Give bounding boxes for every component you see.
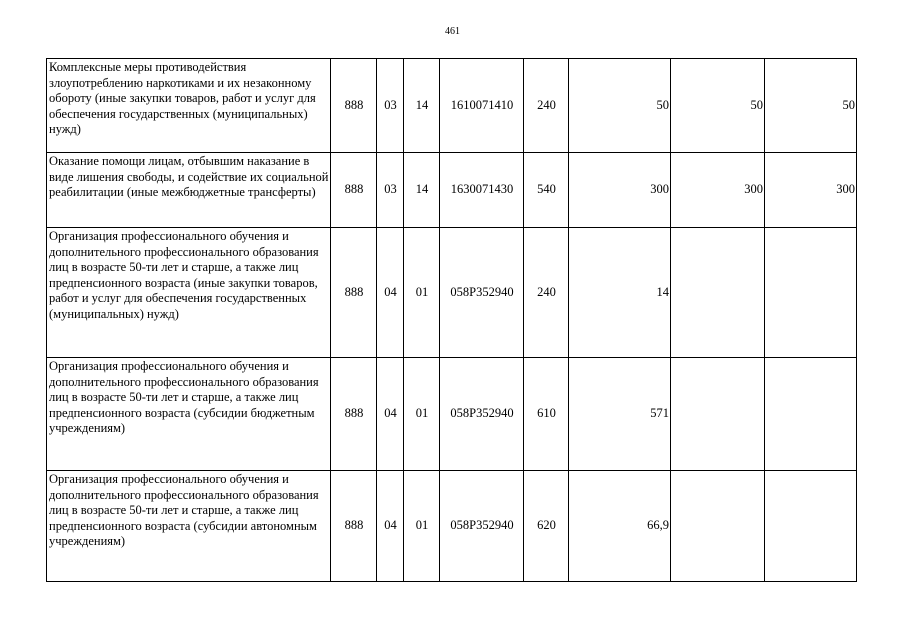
cell-expense-type: 240 (524, 59, 569, 153)
cell-target-article: 1610071410 (440, 59, 524, 153)
cell-amount-1: 50 (569, 59, 671, 153)
cell-target-article: 1630071430 (440, 153, 524, 228)
cell-amount-1: 300 (569, 153, 671, 228)
cell-ministry: 888 (331, 153, 377, 228)
cell-subsection: 01 (404, 471, 440, 582)
cell-amount-3 (765, 471, 857, 582)
cell-amount-3 (765, 228, 857, 358)
cell-expense-type: 620 (524, 471, 569, 582)
cell-amount-3 (765, 358, 857, 471)
cell-section: 04 (377, 471, 404, 582)
cell-description: Оказание помощи лицам, отбывшим наказание в виде лишения свободы, и содействие их социальной реабилитации (иные межбюджетные трансферты) (47, 153, 331, 228)
cell-subsection: 14 (404, 59, 440, 153)
cell-description: Организация профессионального обучения и дополнительного профессионального образования лиц в возрасте 50-ти лет и старше, а также лиц предпенсионного возраста (субсидии бюджетным учреждениям) (47, 358, 331, 471)
cell-description: Организация профессионального обучения и дополнительного профессионального образования лиц в возрасте 50-ти лет и старше, а также лиц предпенсионного возраста (субсидии автономным учреждениям) (47, 471, 331, 582)
cell-target-article: 058P352940 (440, 471, 524, 582)
cell-expense-type: 240 (524, 228, 569, 358)
cell-ministry: 888 (331, 471, 377, 582)
cell-description: Комплексные меры противодействия злоупотреблению наркотиками и их незаконному обороту (иные закупки товаров, работ и услуг для обеспечения государственных (муниципальных) нужд) (47, 59, 331, 153)
cell-amount-2: 50 (671, 59, 765, 153)
cell-amount-1: 14 (569, 228, 671, 358)
cell-amount-3: 50 (765, 59, 857, 153)
cell-amount-2 (671, 471, 765, 582)
table-row (47, 59, 857, 153)
cell-subsection: 01 (404, 358, 440, 471)
cell-expense-type: 540 (524, 153, 569, 228)
cell-section: 04 (377, 358, 404, 471)
cell-section: 03 (377, 153, 404, 228)
cell-ministry: 888 (331, 59, 377, 153)
cell-amount-1: 571 (569, 358, 671, 471)
cell-description: Организация профессионального обучения и дополнительного профессионального образования лиц в возрасте 50-ти лет и старше, а также лиц предпенсионного возраста (иные закупки товаров, работ и услуг для обеспечения государственных (муниципальных) нужд) (47, 228, 331, 358)
cell-ministry: 888 (331, 358, 377, 471)
cell-subsection: 14 (404, 153, 440, 228)
cell-expense-type: 610 (524, 358, 569, 471)
table-row (47, 471, 857, 582)
table-row (47, 228, 857, 358)
budget-table (46, 58, 857, 582)
cell-subsection: 01 (404, 228, 440, 358)
cell-target-article: 058P352940 (440, 358, 524, 471)
cell-amount-2 (671, 358, 765, 471)
cell-amount-2 (671, 228, 765, 358)
table-row (47, 358, 857, 471)
cell-amount-1: 66,9 (569, 471, 671, 582)
cell-amount-3: 300 (765, 153, 857, 228)
cell-section: 03 (377, 59, 404, 153)
table-row (47, 153, 857, 228)
cell-ministry: 888 (331, 228, 377, 358)
cell-section: 04 (377, 228, 404, 358)
page-number: 461 (445, 26, 460, 37)
cell-amount-2: 300 (671, 153, 765, 228)
cell-target-article: 058P352940 (440, 228, 524, 358)
